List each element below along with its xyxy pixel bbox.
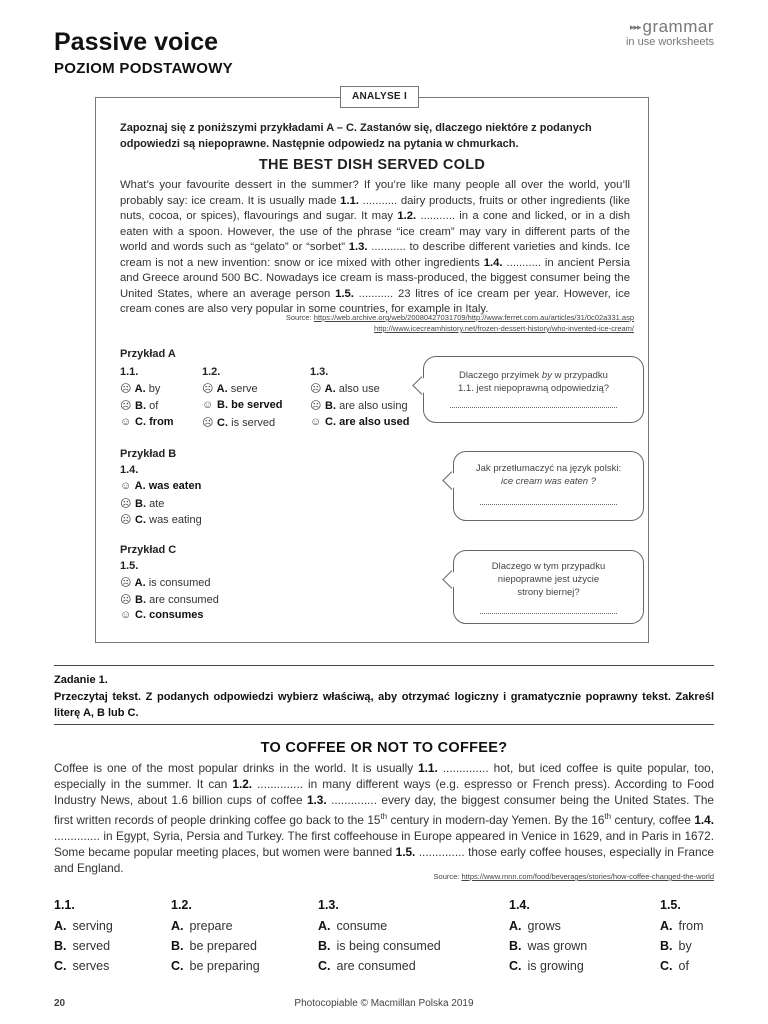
option-text: was eating [149,514,202,526]
option-text: by [148,383,161,395]
sad-face-icon: ☹ [202,383,214,395]
analyse-box [95,91,649,643]
task-text-title: TO COFFEE OR NOT TO COFFEE? [260,740,508,756]
option-text: ate [149,497,165,510]
option-letter: A. [214,383,231,395]
analyse-text: What’s your favourite dessert in the summer? If you’re like many people all over the world, you’ll probably say: ice cream. It is usually made 1.1. ........... dairy products, fruits or other ingredients (like nuts, cocoa, or spices), flavourings and sugar. It may 1.2. ........... in a cone and licked, or in a dish eaten with a spoon. However, the use of the phrase “ice cream” may vary in different parts of the world and words such as “gelato” or “sorbet” 1.3. ........... to describe different varieties and kinds. Ice cream is not a new invention: snow or ice mixed with other ingredients 1.4. ........... in ancient Persia and Greece around 500 BC. Nowadays ice cream is mass-produced, the biggest consumer being the United States, where an average person 1.5. ........... 23 litres of ice cream per year. However, ice cream cones are also very popular in some countries, for example in Italy. [120,179,631,315]
answer-text: of [678,959,689,973]
example-a-col3-num: 1.3. [310,366,329,378]
answer-line[interactable] [480,613,617,614]
smiley-face-icon: ☺ [202,399,214,411]
answer-text: grows [527,919,561,933]
option-letter: C. [132,514,150,526]
answer-text: consume [336,919,388,933]
question-number: 1.2. [171,898,192,912]
answer-text: serves [72,959,110,973]
answer-option[interactable] [318,956,441,976]
option-text: be served [231,399,283,411]
answer-text: from [678,919,704,933]
example-a-col1-num: 1.1. [120,366,139,378]
smiley-face-icon: ☺ [120,416,132,428]
example-option [120,497,164,510]
sad-face-icon: ☹ [310,383,322,395]
example-option [202,416,275,429]
source-link-2[interactable]: http://www.icecreamhistory.net/frozen-dessert-history/who-invented-ice-cream/ [374,324,634,333]
brand-name: grammar [642,17,714,36]
answer-option[interactable] [660,956,704,976]
bubble-c-text: Dlaczego w tym przypadku niepoprawne jest użycie strony biernej? [491,561,606,598]
question-number: 1.1. [54,898,75,912]
example-option [120,416,174,428]
answer-text: serving [72,919,113,933]
answer-text: was grown [527,939,588,953]
analyse-source [286,312,634,334]
answer-option[interactable] [509,916,587,936]
sad-face-icon: ☹ [202,417,214,429]
answer-letter[interactable]: B. [171,939,184,953]
answer-letter[interactable]: C. [509,959,522,973]
example-option [202,382,258,395]
option-text: are also using [339,400,408,412]
answer-option[interactable] [171,936,260,956]
answer-letter[interactable]: C. [54,959,67,973]
analyse-instruction: Zapoznaj się z poniższymi przykładami A – C. Zastanów się, dlaczego niektóre z podanych odpowiedzi są niepoprawne. Następnie odpowiedz na pytania w chmurkach. [120,122,592,150]
answer-option[interactable] [509,956,587,976]
answer-text: served [72,939,111,953]
option-text: is served [231,417,276,429]
divider [54,724,714,725]
question-number: 1.4. [509,898,530,912]
task-text: Coffee is one of the most popular drinks in the world. It is usually 1.1. .............. hot, but iced coffee is quite popular, too, especially in the summer. It can 1.2. .............. in many different ways (e.g. espresso or French press). According to Food Industry News, about 1.6 billion cups of coffee 1.3. .............. every day, the biggest consumer being the United States. The first written records of people drinking coffee go back to the 15th century in modern-day Yemen. By the 16th century, coffee 1.4. .............. in Egypt, Syria, Persia and Turkey. The first coffeehouse in Europe appeared in Venice in 1629, and in Paris in 1672. Some became popular meeting places, but women were banned 1.5. .............. those early coffee houses, especially in France and England. [54,761,715,876]
option-text: from [149,416,174,428]
option-text: is consumed [148,577,211,589]
example-option [120,382,160,395]
answer-text: be preparing [189,959,260,973]
sad-face-icon: ☹ [120,593,132,606]
option-letter: C. [132,609,150,621]
option-text: are consumed [149,593,219,606]
brand-logo [626,18,714,48]
bubble-a-text: Dlaczego przyimek by w przypadku 1.1. jest niepoprawną odpowiedzią? [457,370,610,394]
example-a-col2-num: 1.2. [202,366,221,378]
example-c-label: Przykład C [120,544,177,556]
example-option [310,416,409,428]
answer-letter[interactable]: A. [171,919,184,933]
page-subtitle: POZIOM PODSTAWOWY [54,60,233,77]
answer-column [171,898,260,976]
sad-face-icon: ☹ [120,514,132,526]
answer-option[interactable] [54,936,113,956]
source-link-1[interactable]: https://web.archive.org/web/20080427031709/http://www.ferret.com.au/articles/31/0c02a331.asp [313,313,634,322]
example-option [202,399,283,411]
question-number: 1.3. [318,898,339,912]
answer-text: prepare [189,919,233,933]
answer-line[interactable] [450,407,617,408]
answer-option[interactable] [171,956,260,976]
question-bubble-a [423,356,644,423]
answer-option[interactable] [171,916,260,936]
copyright: Photocopiable © Macmillan Polska 2019 [294,998,474,1009]
answer-text: is being consumed [336,939,441,953]
option-letter: C. [214,417,232,429]
answer-letter[interactable]: A. [660,919,673,933]
answer-letter[interactable]: C. [318,959,331,973]
answer-text: are consumed [336,959,416,973]
answer-letter[interactable]: A. [509,919,522,933]
option-text: are also used [339,416,410,428]
answer-option[interactable] [54,956,113,976]
brand-subtitle: in use worksheets [625,36,714,48]
analyse-text-title: THE BEST DISH SERVED COLD [258,157,486,173]
answer-column [660,898,704,976]
question-number: 1.5. [660,898,681,912]
answer-option[interactable] [318,936,441,956]
answer-line[interactable] [480,504,617,505]
analyse-tag: ANALYSE I [340,86,419,108]
answer-column [318,898,441,976]
option-letter: B. [322,400,340,412]
option-letter: C. [322,416,340,428]
task-instruction: Przeczytaj tekst. Z podanych odpowiedzi wybierz właściwą, aby otrzymać logiczny i gramatycznie poprawny tekst. Zakreśl literę A, B lub C. [54,691,714,719]
answer-text: is growing [527,959,584,973]
brand-arrows-icon: ▸▸▸ [629,22,641,33]
answer-letter[interactable]: A. [318,919,331,933]
option-letter: B. [132,400,150,412]
page-number: 20 [54,998,66,1009]
example-b-num: 1.4. [120,464,139,476]
answer-text: by [678,939,692,953]
option-letter: A. [132,480,149,492]
task-source: Source: https://www.mnn.com/food/beverages/stories/how-coffee-changed-the-world [433,872,714,881]
option-text: was eaten [148,480,202,492]
example-option [120,399,158,412]
example-option [120,480,201,492]
option-letter: C. [132,416,150,428]
example-option [120,576,210,589]
answer-letter[interactable]: B. [509,939,522,953]
option-letter: B. [214,399,232,411]
example-option [120,609,204,621]
answer-column [509,898,587,976]
answer-letter[interactable]: C. [171,959,184,973]
page-title: Passive voice [54,28,219,56]
smiley-face-icon: ☺ [120,609,132,621]
sad-face-icon: ☹ [310,400,322,412]
answer-letter[interactable]: B. [54,939,67,953]
answer-option[interactable] [660,936,704,956]
sad-face-icon: ☹ [120,400,132,412]
sad-face-icon: ☹ [120,383,132,395]
smiley-face-icon: ☺ [120,480,132,492]
answer-option[interactable] [318,916,441,936]
example-option [120,593,219,606]
source-label: Source: [285,313,312,322]
smiley-face-icon: ☺ [310,416,322,428]
option-letter: A. [132,577,149,589]
question-bubble-c [453,550,644,624]
task-heading: Zadanie 1. [54,674,108,686]
example-option [310,382,380,395]
option-letter: B. [132,497,150,510]
answer-letter[interactable]: B. [318,939,331,953]
option-letter: A. [322,383,339,395]
answer-option[interactable] [509,936,587,956]
answer-text: be prepared [189,939,257,953]
example-option [120,513,202,526]
option-letter: B. [132,593,150,606]
question-bubble-b [453,451,644,521]
sad-face-icon: ☹ [120,577,132,589]
option-text: consumes [149,609,204,621]
task-source-link[interactable]: https://www.mnn.com/food/beverages/stories/how-coffee-changed-the-world [461,872,714,881]
answer-letter[interactable]: B. [660,939,673,953]
bubble-b-text: Jak przetłumaczyć na język polski: ice cream was eaten ? [475,463,622,487]
answer-letter[interactable]: C. [660,959,673,973]
option-letter: A. [132,383,149,395]
example-a-label: Przykład A [120,348,176,360]
answer-option[interactable] [54,916,113,936]
sad-face-icon: ☹ [120,497,132,510]
example-c-num: 1.5. [120,560,139,572]
divider [54,665,714,666]
answer-letter[interactable]: A. [54,919,67,933]
answer-column [54,898,113,976]
option-text: of [149,400,159,412]
example-b-label: Przykład B [120,448,177,460]
option-text: serve [230,383,258,395]
answer-option[interactable] [660,916,704,936]
option-text: also use [338,383,380,395]
example-option [310,399,408,412]
